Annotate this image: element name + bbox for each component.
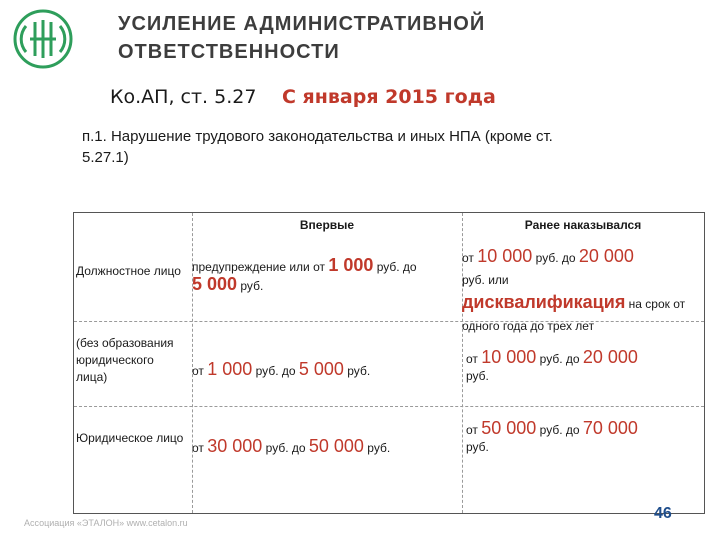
text: руб. до (255, 364, 296, 378)
logo-emblem-icon (12, 8, 74, 70)
amount: 30 000 (207, 436, 263, 456)
amount: 1 000 (328, 255, 374, 275)
amount: 50 000 (308, 436, 364, 456)
amount: 10 000 (477, 246, 533, 266)
text: руб. до (539, 423, 580, 437)
text: руб. (466, 440, 489, 454)
table-divider (74, 406, 704, 407)
text: на срок от (628, 297, 686, 311)
disqualification: дисквалификация (462, 292, 626, 312)
text: от (462, 251, 474, 265)
text: руб. до (535, 251, 576, 265)
title-line-2: ОТВЕТСТВЕННОСТИ (118, 41, 340, 63)
cell-first-legal-entity (192, 438, 464, 457)
cell-repeat-official (462, 245, 707, 337)
row-subject-legal-entity: Юридическое лицо (76, 431, 184, 445)
paragraph-line-1: п.1. Нарушение трудового законодательства и иных НПА (кроме ст. (82, 128, 553, 145)
text: руб. (367, 441, 391, 455)
text: от (192, 441, 204, 455)
text: от (466, 423, 478, 437)
amount: 10 000 (481, 347, 537, 367)
row-subject-official: Должностное лицо (76, 264, 181, 278)
text: одного года до трех лет (462, 319, 595, 333)
amount: 70 000 (582, 418, 638, 438)
cell-repeat-legal-entity (466, 420, 706, 456)
text: руб. до (539, 352, 580, 366)
row-subject-entrepreneur: (без образования юридического лица) (76, 336, 174, 384)
cell-repeat-entrepreneur (466, 349, 706, 385)
page-number: 46 (654, 505, 672, 522)
effective-date: С января 2015 года (282, 86, 496, 108)
amount: 1 000 (207, 359, 253, 379)
cell-first-official (192, 257, 464, 295)
amount: 20 000 (578, 246, 634, 266)
text: руб. до (376, 260, 417, 274)
column-header-repeat: Ранее наказывался (524, 218, 642, 232)
column-header-first: Впервые (299, 218, 355, 232)
text: руб. (240, 279, 264, 293)
penalty-table (73, 212, 705, 514)
text: руб. до (265, 441, 306, 455)
footer-org: Ассоциация «ЭТАЛОН» www.cetalon.ru (24, 518, 188, 528)
page-title (118, 10, 678, 66)
text: руб. или (462, 273, 509, 287)
law-reference: Ко.АП, ст. 5.27 (110, 86, 257, 108)
text: предупреждение или от (192, 260, 325, 274)
violation-paragraph (82, 126, 702, 168)
amount: 20 000 (582, 347, 638, 367)
text: руб. (466, 369, 489, 383)
text: руб. (347, 364, 371, 378)
amount: 50 000 (481, 418, 537, 438)
text: от (466, 352, 478, 366)
text: от (192, 364, 204, 378)
amount: 5 000 (192, 274, 238, 294)
amount: 5 000 (298, 359, 344, 379)
title-line-1: УСИЛЕНИЕ АДМИНИСТРАТИВНОЙ (118, 13, 486, 35)
paragraph-line-2: 5.27.1) (82, 149, 129, 166)
cell-first-entrepreneur (192, 361, 464, 380)
